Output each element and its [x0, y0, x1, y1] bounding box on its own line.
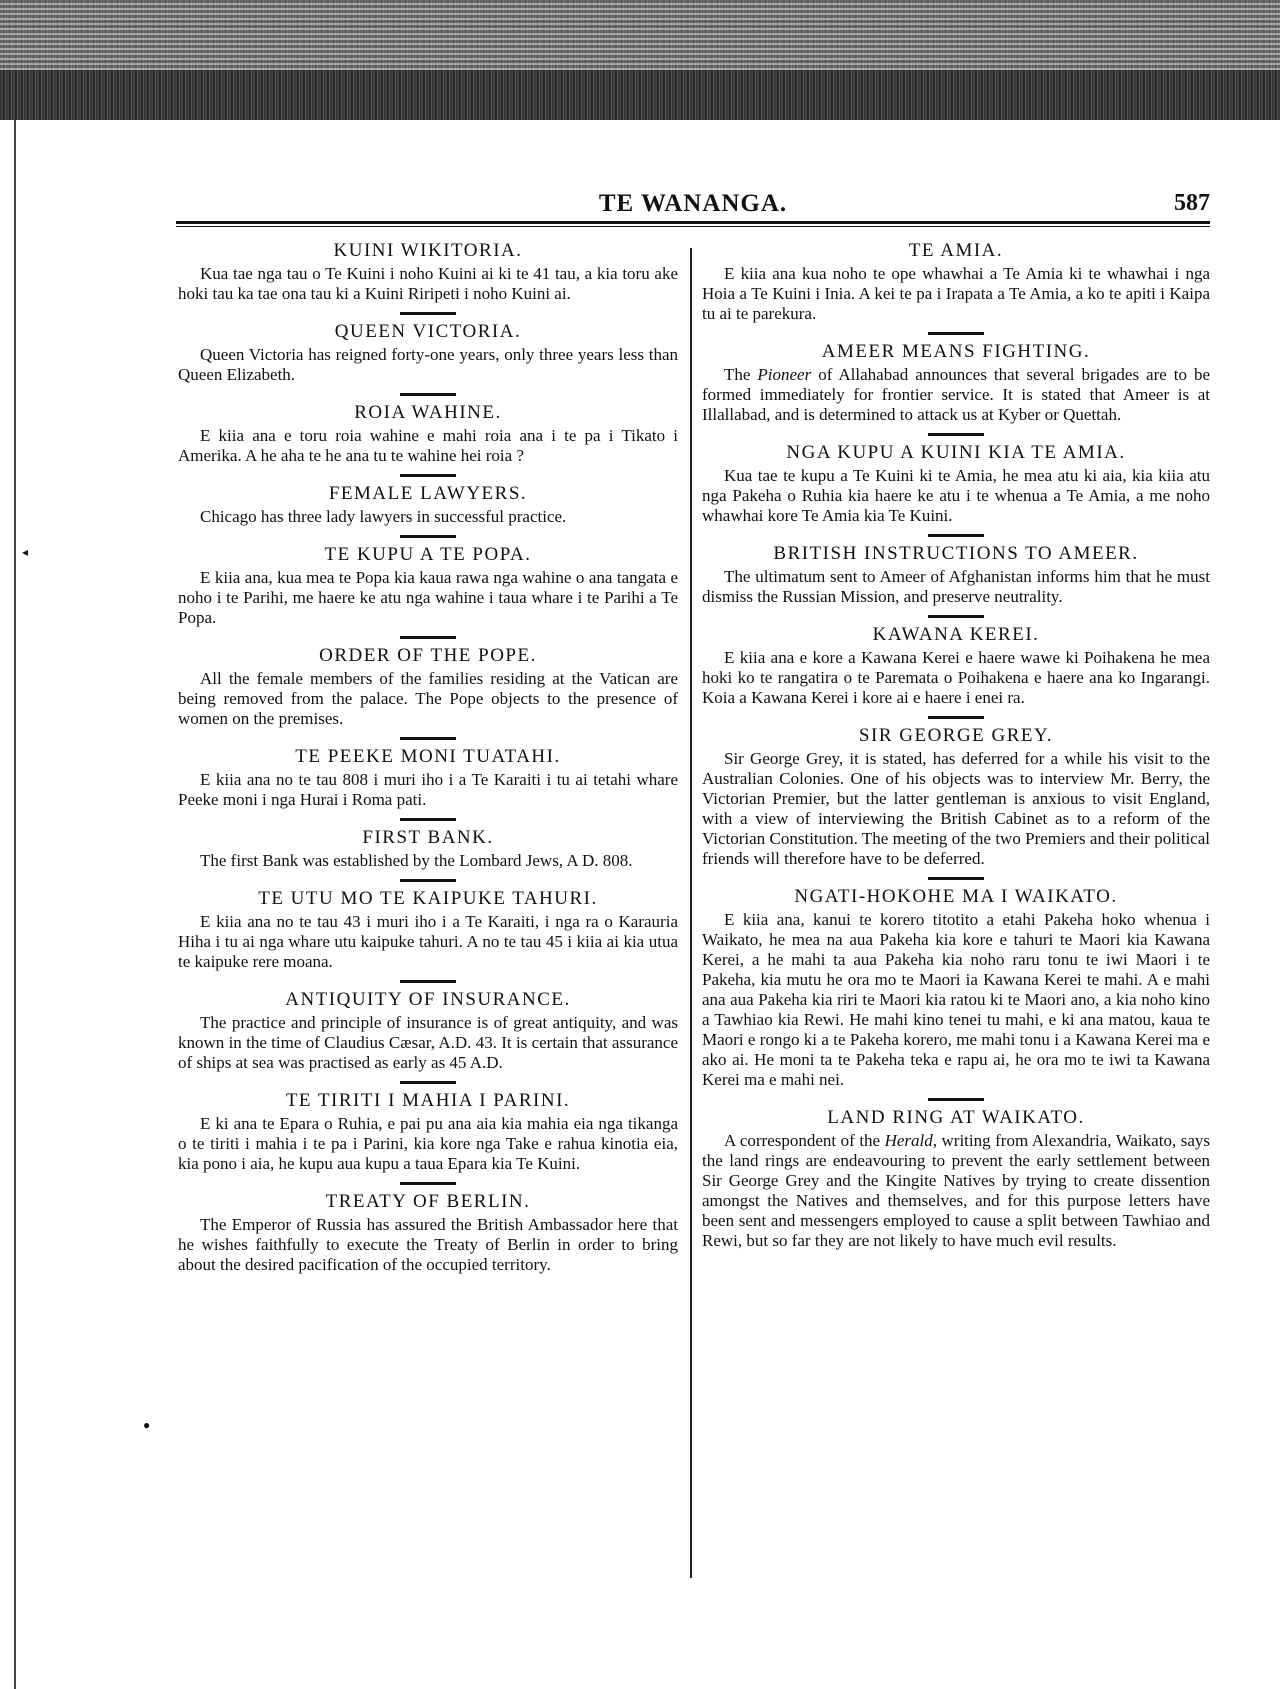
page-header: [176, 188, 1210, 220]
column-divider: [690, 248, 692, 1578]
article-separator: [400, 879, 456, 882]
article-heading: TE PEEKE MONI TUATAHI.: [295, 746, 561, 767]
article-heading: FEMALE LAWYERS.: [328, 483, 528, 504]
article-heading: ANTIQUITY OF INSURANCE.: [285, 989, 571, 1010]
article-body: Sir George Grey, it is stated, has deferred for a while his visit to the Australian Colonies. One of his objects was to interview Mr. Berry, the Victorian Premier, but the latter gentleman is anxious to visit England, with a view of interviewing the British Cabinet as to a reform of the Victorian Constitution. The meeting of the two Premiers and their political friends will therefore have to be deferred.: [702, 749, 1210, 868]
article: [702, 622, 1210, 708]
article-body: E kiia ana no te tau 808 i muri iho i a Te Karaiti i tu ai tetahi whare Peeke moni i nga Hurai i Roma pati.: [178, 770, 678, 809]
article-heading: TE UTU MO TE KAIPUKE TAHURI.: [258, 888, 598, 909]
article-body: The Emperor of Russia has assured the British Ambassador here that he wishes faithfully to execute the Treaty of Berlin in order to bring about the desired pacification of the occupied territory.: [178, 1215, 678, 1274]
page-number: 587: [1174, 190, 1210, 216]
article: [178, 987, 678, 1073]
article-body: Kua tae te kupu a Te Kuini ki te Amia, he mea atu ki aia, kia kiia atu nga Pakeha o Ruhia kia haere ke atu i te whenua a Te Amia, a me noho whawhai kore Te Amia kia Te Kuini.: [702, 466, 1210, 525]
article-body: The ultimatum sent to Ameer of Afghanistan informs him that he must dismiss the Russian Mission, and preserve neutrality.: [702, 567, 1210, 606]
article: [178, 1189, 678, 1275]
article-separator: [400, 474, 456, 477]
left-column: [178, 238, 678, 1283]
body-text: A correspondent of the: [724, 1131, 885, 1150]
article-body: E kiia ana e toru roia wahine e mahi roia ana i te pa i Tikato i Amerika. A he aha te he ana tu te wahine hei roia ?: [178, 426, 678, 465]
article: [702, 238, 1210, 324]
article-separator: [400, 1081, 456, 1084]
article-heading: NGATI-HOKOHE MA I WAIKATO.: [794, 886, 1118, 907]
article-heading: TE TIRITI I MAHIA I PARINI.: [285, 1090, 571, 1111]
right-column: [702, 238, 1210, 1259]
article-heading: LAND RING AT WAIKATO.: [827, 1107, 1085, 1128]
article: [178, 542, 678, 628]
header-rule-thin: [176, 226, 1210, 227]
body-text: The: [724, 365, 758, 384]
article-body: E kiia ana, kanui te korero titotito a etahi Pakeha hoko whenua i Waikato, he mea na aua Pakeha kia kore e tahuri te Maori kia Kawana Kerei, a he mahi ta aua Pakeha kia noho raru tonu te iwi Maori i te Pakeha, kia mutu he ora mo te Maori ia Kawana Kerei te mahi. A e mahi ana aua Pakeha kia riri te Maori kia ratou ki te Maori ano, a kia noho kino a Tawhiao kia Rewi. He mahi kino tenei tu mahi, e ki ana matou, kaua te Maori e rongo ki a te Pakeha korero, me mahi tonu i a Kawana Kerei ma e ako ai. He moni ta te Pakeha teka e rapu ai, he ora mo te iwi ta Kawana Kerei ma e mahi nei.: [702, 910, 1210, 1089]
article: [702, 541, 1210, 607]
article-body: Queen Victoria has reigned forty-one years, only three years less than Queen Elizabeth.: [178, 345, 678, 384]
article-separator: [928, 1098, 984, 1101]
article-heading: NGA KUPU A KUINI KIA TE AMIA.: [786, 442, 1126, 463]
article-body: E kiia ana e kore a Kawana Kerei e haere wawe ki Poihakena he mea hoki ko te rangatira o te Paremata o Poihakena e haere ana ko Ingarangi. Koia a Kawana Kerei i kore ai e haere i enei ra.: [702, 648, 1210, 707]
article-separator: [928, 716, 984, 719]
article-separator: [400, 636, 456, 639]
margin-mark: ◂: [22, 545, 29, 559]
article: [178, 238, 678, 304]
article-separator: [928, 615, 984, 618]
article-separator: [400, 312, 456, 315]
article: [702, 339, 1210, 425]
article-separator: [928, 433, 984, 436]
article: [178, 825, 678, 871]
article-separator: [928, 332, 984, 335]
article: [702, 440, 1210, 526]
article-heading: TE AMIA.: [908, 240, 1004, 261]
article-body: [702, 365, 1210, 425]
body-text: , writing from Alexandria, Waikato, says the land rings are endeavouring to prevent the early settlement between Sir George Grey and the Kingite Natives by trying to create dissention amongst the Natives and themselves, and for this purpose letters have been sent and messengers employed to cause a split between Tawhiao and Rewi, but so far they are not likely to have much evil results.: [702, 1131, 1210, 1250]
article: [178, 481, 678, 527]
article: [702, 723, 1210, 869]
article-heading: TE KUPU A TE POPA.: [324, 544, 532, 565]
article-heading: KUINI WIKITORIA.: [333, 240, 523, 261]
article-body: E kiia ana kua noho te ope whawhai a Te Amia ki te whawhai i nga Hoia a Te Kuini i Inia. A kei te pa i Irapata a Te Amia, a ko te apiti i Kaipa tu ai te parekura.: [702, 264, 1210, 323]
article-separator: [928, 534, 984, 537]
article-separator: [400, 737, 456, 740]
article-heading: AMEER MEANS FIGHTING.: [821, 341, 1091, 362]
body-text: of Allahabad announces that several brigades are to be formed immediately for frontier service. It is stated that Ameer is at Illallabad, and is determined to attack us at Kyber or Quettah.: [702, 365, 1210, 424]
article-separator: [400, 1182, 456, 1185]
article-body: E kiia ana no te tau 43 i muri iho i a Te Karaiti, i nga ra o Karauria Hiha i tu ai nga whare utu kaipuke tahuri. A no te tau 45 i kiia ai kia utua te kaipuke rere moana.: [178, 912, 678, 971]
article-separator: [400, 535, 456, 538]
article-separator: [400, 980, 456, 983]
article-body: [702, 1131, 1210, 1251]
article-separator: [400, 818, 456, 821]
article: [702, 884, 1210, 1090]
article: [178, 643, 678, 729]
article-body: The practice and principle of insurance is of great antiquity, and was known in the time of Claudius Cæsar, A.D. 43. It is certain that assurance of ships at sea was practised as early as 45 A.D.: [178, 1013, 678, 1072]
article: [178, 1088, 678, 1174]
header-rule-thick: [176, 221, 1210, 224]
article-heading: ROIA WAHINE.: [354, 402, 502, 423]
article-separator: [928, 877, 984, 880]
article-body: Kua tae nga tau o Te Kuini i noho Kuini ai ki te 41 tau, a kia toru ake hoki tau ka tae ona tau ki a Kuini Riripeti i noho Kuini ai.: [178, 264, 678, 303]
page-title: TE WANANGA.: [598, 190, 788, 217]
article: [178, 744, 678, 810]
margin-mark: ●: [143, 1418, 151, 1432]
article-heading: ORDER OF THE POPE.: [319, 645, 537, 666]
article: [178, 400, 678, 466]
article: [178, 319, 678, 385]
article-body: All the female members of the families residing at the Vatican are being removed from the palace. The Pope objects to the presence of women on the premises.: [178, 669, 678, 728]
article-body: The first Bank was established by the Lombard Jews, A D. 808.: [200, 851, 633, 870]
article-body: E ki ana te Epara o Ruhia, e pai pu ana aia kia mahia eia nga tikanga o te tiriti i mahia i te pa i Parini, kia kore nga Take e rahua kinotia eia, kia pono i aia, he kupu aua kupu a taua Epara kia Te Kuini.: [178, 1114, 678, 1173]
article-heading: KAWANA KEREI.: [872, 624, 1040, 645]
newspaper-title: Pioneer: [757, 365, 812, 384]
article-heading: FIRST BANK.: [362, 827, 494, 848]
article-body: Chicago has three lady lawyers in successful practice.: [200, 507, 567, 526]
scan-top-border: [0, 0, 1280, 120]
article-heading: SIR GEORGE GREY.: [858, 725, 1054, 746]
newspaper-title: Herald: [884, 1131, 933, 1150]
article-separator: [400, 393, 456, 396]
article-heading: TREATY OF BERLIN.: [325, 1191, 531, 1212]
article: [178, 886, 678, 972]
article: [702, 1105, 1210, 1251]
article-heading: BRITISH INSTRUCTIONS TO AMEER.: [773, 543, 1139, 564]
article-body: E kiia ana, kua mea te Popa kia kaua rawa nga wahine o ana tangata e noho i te Parihi, me haere ke atu nga wahine i taua whare i te Parihi a Te Popa.: [178, 568, 678, 627]
article-heading: QUEEN VICTORIA.: [334, 321, 522, 342]
